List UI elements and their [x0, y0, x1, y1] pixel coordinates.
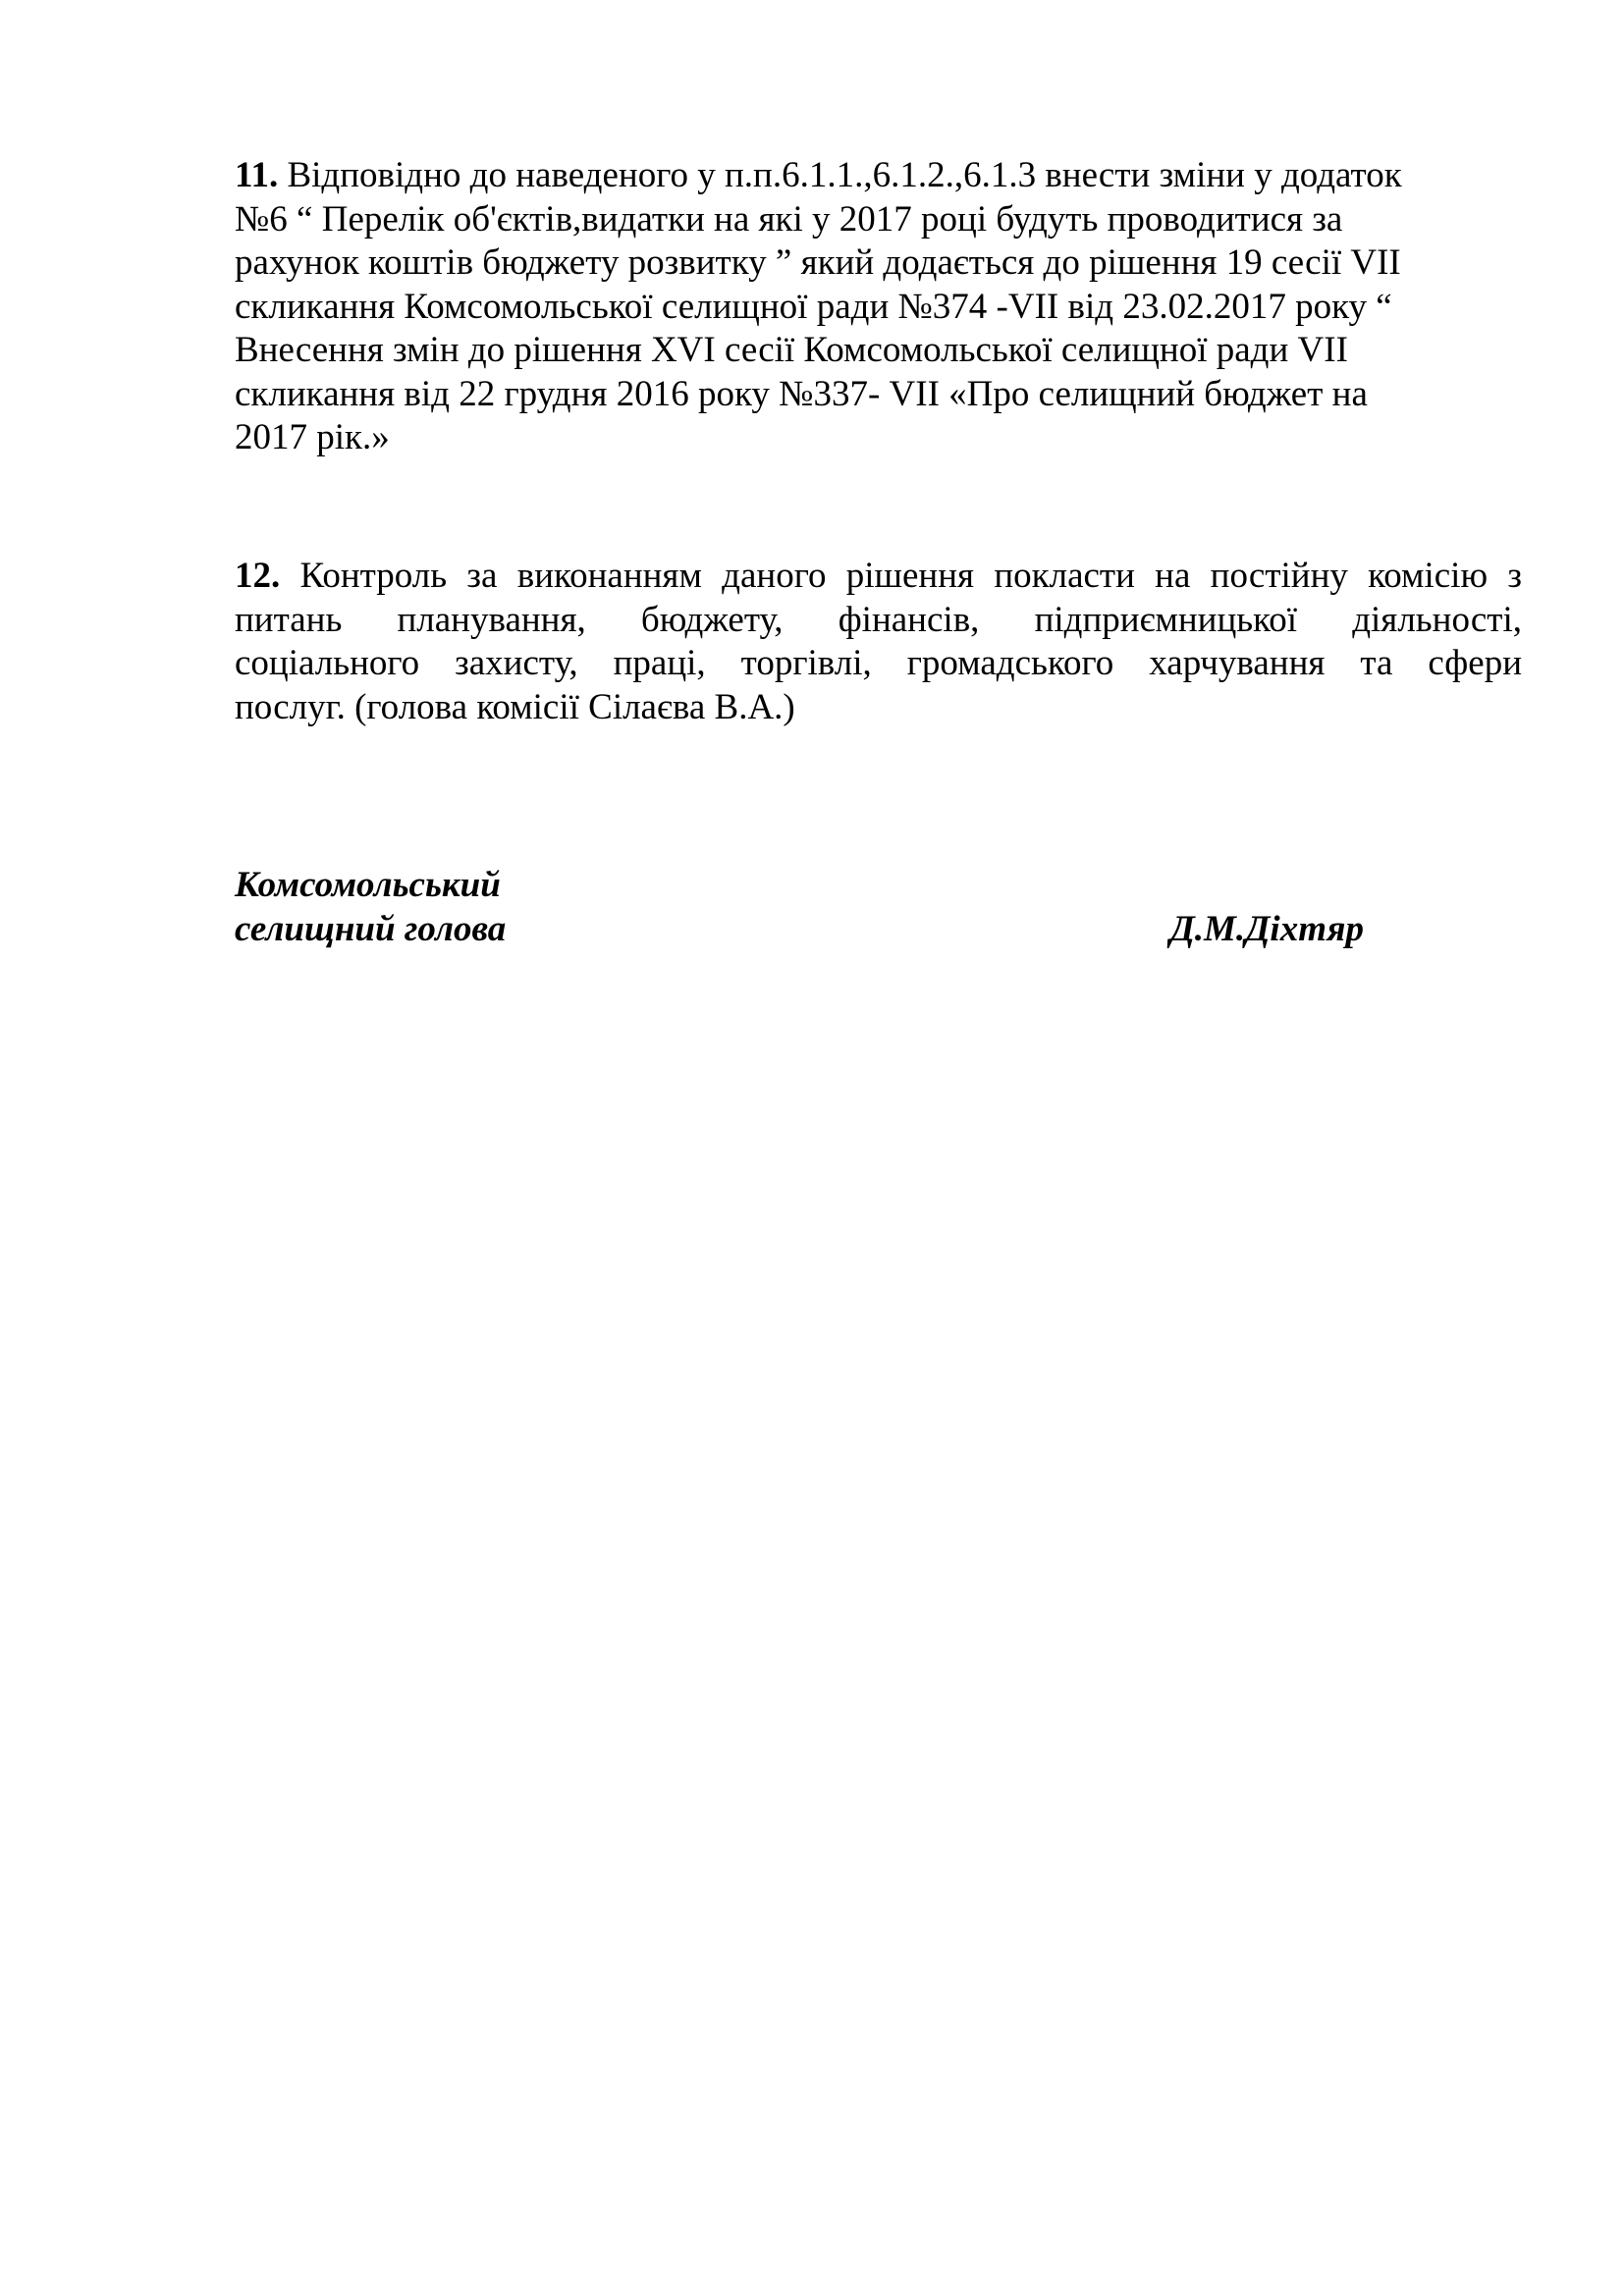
paragraph-line: 2017 рік.»: [235, 417, 390, 457]
paragraph-line: скликання від 22 грудня 2016 року №337- VII «Про селищний бюджет на: [235, 373, 1368, 414]
signatory-title-line1: Комсомольський: [235, 865, 501, 905]
signatory-title-line2: селищний голова: [235, 908, 507, 949]
paragraph-line: рахунок коштів бюджету розвитку ” який додається до рішення 19 сесії VII: [235, 242, 1401, 283]
signatory-name: Д.М.Діхтяр: [1169, 908, 1364, 949]
paragraph-line: питань планування, бюджету, фінансів, підприємницької діяльності,: [235, 599, 1522, 640]
item-number: 11.: [235, 155, 279, 195]
item-number: 12.: [235, 556, 281, 596]
paragraph-line: [235, 154, 1531, 198]
paragraph-text: Відповідно до наведеного у п.п.6.1.1.,6.1.2.,6.1.3 внести зміни у додаток: [278, 155, 1402, 195]
paragraph-item-11: [235, 154, 1531, 460]
paragraph-text: Контроль за виконанням даного рішення покласти на постійну комісію з: [280, 556, 1522, 596]
signature-block: [235, 864, 1364, 951]
paragraph-line: №6 “ Перелік об'єктів,видатки на які у 2017 році будуть проводитися за: [235, 198, 1343, 240]
paragraph-line: соціального захисту, праці, торгівлі, громадського харчування та сфери: [235, 643, 1522, 683]
paragraph-line: Внесення змін до рішення XVI сесії Комсомольської селищної ради VII: [235, 330, 1348, 370]
paragraph-item-12: [235, 555, 1522, 729]
paragraph-line: послуг. (голова комісії Сілаєва В.А.): [235, 686, 795, 727]
paragraph-line: [235, 555, 1522, 599]
paragraph-line: скликання Комсомольської селищної ради №374 -VII від 23.02.2017 року “: [235, 286, 1392, 327]
